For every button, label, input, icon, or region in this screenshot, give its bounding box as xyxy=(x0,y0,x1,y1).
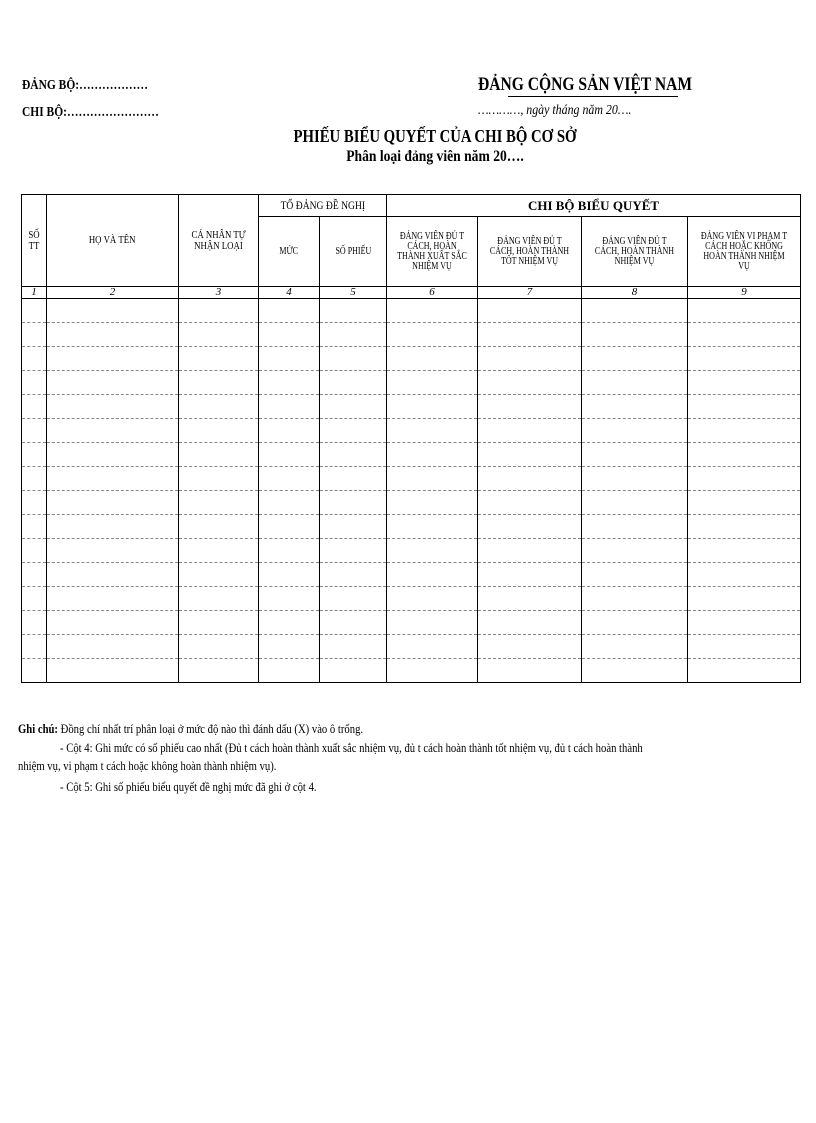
table-cell[interactable] xyxy=(22,611,47,635)
table-cell[interactable] xyxy=(259,635,320,659)
header-col-8: ĐẢNG VIÊN ĐỦ T CÁCH, HOÀN THÀNH NHIỆM VỤ xyxy=(582,217,688,287)
table-cell[interactable] xyxy=(320,371,387,395)
table-cell[interactable] xyxy=(478,491,582,515)
table-cell[interactable] xyxy=(688,323,801,347)
table-row xyxy=(22,299,801,323)
table-row xyxy=(22,587,801,611)
table-cell[interactable] xyxy=(47,299,179,323)
table-cell[interactable] xyxy=(259,563,320,587)
col-number: 3 xyxy=(179,287,259,299)
table-cell[interactable] xyxy=(179,323,259,347)
table-row xyxy=(22,467,801,491)
table-cell[interactable] xyxy=(387,467,478,491)
table-cell[interactable] xyxy=(259,371,320,395)
table-cell[interactable] xyxy=(179,539,259,563)
notes-line-2: - Cột 4: Ghi mức có số phiếu cao nhất (Đủ t cách hoàn thành xuất sắc nhiệm vụ, đủ t cách hoàn thành tốt nhiệm vụ, đủ t cách hoàn thành xyxy=(60,740,643,755)
table-cell[interactable] xyxy=(179,443,259,467)
table-cell[interactable] xyxy=(47,371,179,395)
table-cell[interactable] xyxy=(688,443,801,467)
table-cell[interactable] xyxy=(179,587,259,611)
table-cell[interactable] xyxy=(47,515,179,539)
col-number: 5 xyxy=(320,287,387,299)
table-cell[interactable] xyxy=(22,539,47,563)
table-row xyxy=(22,563,801,587)
table-row xyxy=(22,443,801,467)
table-cell[interactable] xyxy=(259,347,320,371)
table-cell[interactable] xyxy=(259,515,320,539)
table-cell[interactable] xyxy=(22,563,47,587)
table-cell[interactable] xyxy=(582,323,688,347)
table-row xyxy=(22,635,801,659)
table-cell[interactable] xyxy=(688,611,801,635)
table-cell[interactable] xyxy=(47,563,179,587)
table-cell[interactable] xyxy=(320,395,387,419)
table-cell[interactable] xyxy=(320,539,387,563)
table-cell[interactable] xyxy=(478,371,582,395)
table-cell[interactable] xyxy=(478,635,582,659)
table-cell[interactable] xyxy=(22,347,47,371)
table-cell[interactable] xyxy=(688,371,801,395)
table-cell[interactable] xyxy=(47,611,179,635)
table-cell[interactable] xyxy=(259,539,320,563)
table-cell[interactable] xyxy=(179,491,259,515)
table-cell[interactable] xyxy=(582,395,688,419)
col-number: 2 xyxy=(47,287,179,299)
table-row xyxy=(22,323,801,347)
table-cell[interactable] xyxy=(259,611,320,635)
table-cell[interactable] xyxy=(179,347,259,371)
table-cell[interactable] xyxy=(22,659,47,683)
table-row xyxy=(22,371,801,395)
table-cell[interactable] xyxy=(22,491,47,515)
table-row xyxy=(22,611,801,635)
table-cell[interactable] xyxy=(179,611,259,635)
table-cell[interactable] xyxy=(582,515,688,539)
table-cell[interactable] xyxy=(320,611,387,635)
notes-line-4: - Cột 5: Ghi số phiếu biểu quyết đề nghị mức đã ghi ở cột 4. xyxy=(60,779,317,794)
table-cell[interactable] xyxy=(688,419,801,443)
table-cell[interactable] xyxy=(22,299,47,323)
header-group-chi-bo: CHI BỘ BIỂU QUYẾT xyxy=(387,195,801,217)
table-row xyxy=(22,419,801,443)
table-cell[interactable] xyxy=(478,563,582,587)
table-cell[interactable] xyxy=(387,299,478,323)
party-name: ĐẢNG CỘNG SẢN VIỆT NAM xyxy=(478,74,693,95)
table-cell[interactable] xyxy=(582,635,688,659)
date-line: …………, ngày tháng năm 20…. xyxy=(478,103,632,118)
table-cell[interactable] xyxy=(478,611,582,635)
table-cell[interactable] xyxy=(47,587,179,611)
table-cell[interactable] xyxy=(47,539,179,563)
table-cell[interactable] xyxy=(478,395,582,419)
table-cell[interactable] xyxy=(582,539,688,563)
table-row xyxy=(22,539,801,563)
header-so-phieu: SỐ PHIẾU xyxy=(320,217,387,287)
table-cell[interactable] xyxy=(22,395,47,419)
voting-table xyxy=(21,194,800,692)
table-cell[interactable] xyxy=(387,611,478,635)
header-col-7: ĐẢNG VIÊN ĐỦ T CÁCH, HOÀN THÀNH TỐT NHIỆM VỤ xyxy=(478,217,582,287)
table-cell[interactable] xyxy=(179,371,259,395)
table-cell[interactable] xyxy=(478,347,582,371)
table-cell[interactable] xyxy=(478,467,582,491)
table-cell[interactable] xyxy=(387,491,478,515)
table-cell[interactable] xyxy=(179,563,259,587)
table-cell[interactable] xyxy=(47,419,179,443)
table-cell[interactable] xyxy=(387,323,478,347)
table-cell[interactable] xyxy=(387,419,478,443)
table-cell[interactable] xyxy=(259,443,320,467)
table-cell[interactable] xyxy=(387,371,478,395)
table-cell[interactable] xyxy=(387,539,478,563)
table-cell[interactable] xyxy=(387,635,478,659)
header-stt: SỐ TT xyxy=(22,195,47,287)
table-cell[interactable] xyxy=(179,659,259,683)
party-name-underline xyxy=(508,96,678,97)
table-cell[interactable] xyxy=(259,659,320,683)
notes-line-3: nhiệm vụ, vi phạm t cách hoặc không hoàn thành nhiệm vụ). xyxy=(18,758,277,773)
table-cell[interactable] xyxy=(320,491,387,515)
col-number: 9 xyxy=(688,287,801,299)
table-cell[interactable] xyxy=(478,659,582,683)
table-cell[interactable] xyxy=(179,299,259,323)
table-row xyxy=(22,515,801,539)
table-cell[interactable] xyxy=(320,467,387,491)
table-cell[interactable] xyxy=(478,323,582,347)
table-cell[interactable] xyxy=(47,323,179,347)
table-cell[interactable] xyxy=(179,467,259,491)
header-self-rating: CÁ NHÂN TỰ NHẬN LOẠI xyxy=(179,195,259,287)
table-cell[interactable] xyxy=(582,443,688,467)
table-cell[interactable] xyxy=(47,443,179,467)
table-cell[interactable] xyxy=(582,611,688,635)
col-number: 4 xyxy=(259,287,320,299)
table-cell[interactable] xyxy=(582,419,688,443)
table-cell[interactable] xyxy=(259,299,320,323)
table-cell[interactable] xyxy=(259,395,320,419)
notes-line-1: Ghi chú: Đồng chí nhất trí phân loại ở mức độ nào thì đánh dấu (X) vào ô trống. xyxy=(18,721,364,736)
table-cell[interactable] xyxy=(688,347,801,371)
table-cell[interactable] xyxy=(478,299,582,323)
table-row xyxy=(22,347,801,371)
table-cell[interactable] xyxy=(478,539,582,563)
table-cell[interactable] xyxy=(582,371,688,395)
form-title: PHIẾU BIỂU QUYẾT CỦA CHI BỘ CƠ SỞ xyxy=(293,126,577,146)
table-cell[interactable] xyxy=(478,443,582,467)
table-row xyxy=(22,659,801,683)
table-cell[interactable] xyxy=(688,539,801,563)
table-cell[interactable] xyxy=(478,419,582,443)
table-cell[interactable] xyxy=(387,587,478,611)
table-cell[interactable] xyxy=(47,659,179,683)
table-cell[interactable] xyxy=(22,515,47,539)
table-cell[interactable] xyxy=(320,635,387,659)
table-cell[interactable] xyxy=(387,563,478,587)
table-cell[interactable] xyxy=(478,515,582,539)
table-cell[interactable] xyxy=(47,395,179,419)
table-cell[interactable] xyxy=(179,419,259,443)
table-cell[interactable] xyxy=(320,443,387,467)
header-col-6: ĐẢNG VIÊN ĐỦ T CÁCH, HOÀN THÀNH XUẤT SẮC NHIỆM VỤ xyxy=(387,217,478,287)
table-cell[interactable] xyxy=(47,347,179,371)
table-cell[interactable] xyxy=(387,515,478,539)
table-cell[interactable] xyxy=(320,347,387,371)
table-cell[interactable] xyxy=(47,467,179,491)
table-cell[interactable] xyxy=(387,659,478,683)
table-cell[interactable] xyxy=(582,659,688,683)
table-cell[interactable] xyxy=(179,635,259,659)
table-cell[interactable] xyxy=(688,299,801,323)
table-cell[interactable] xyxy=(387,443,478,467)
table-cell[interactable] xyxy=(582,467,688,491)
table-cell[interactable] xyxy=(22,371,47,395)
notes-label: Ghi chú: xyxy=(18,721,58,736)
party-committee-label: ĐẢNG BỘ:……………… xyxy=(22,78,148,93)
table-cell[interactable] xyxy=(387,347,478,371)
table-cell[interactable] xyxy=(22,323,47,347)
table-cell[interactable] xyxy=(179,395,259,419)
col-number: 8 xyxy=(582,287,688,299)
table-cell[interactable] xyxy=(259,491,320,515)
table-cell[interactable] xyxy=(320,587,387,611)
table-cell[interactable] xyxy=(582,491,688,515)
header-name: HỌ VÀ TÊN xyxy=(47,195,179,287)
table-cell[interactable] xyxy=(387,395,478,419)
col-number: 7 xyxy=(478,287,582,299)
table-cell[interactable] xyxy=(688,635,801,659)
table-cell[interactable] xyxy=(688,491,801,515)
table-cell[interactable] xyxy=(259,419,320,443)
form-subtitle: Phân loại đảng viên năm 20…. xyxy=(346,148,524,165)
table-cell[interactable] xyxy=(582,299,688,323)
table-row xyxy=(22,491,801,515)
branch-label: CHI BỘ:…………………… xyxy=(22,105,159,120)
table-cell[interactable] xyxy=(22,635,47,659)
table-cell[interactable] xyxy=(688,563,801,587)
table-cell[interactable] xyxy=(22,443,47,467)
table-cell[interactable] xyxy=(320,323,387,347)
table-cell[interactable] xyxy=(259,467,320,491)
table-cell[interactable] xyxy=(688,659,801,683)
table-cell[interactable] xyxy=(47,491,179,515)
table-cell[interactable] xyxy=(478,587,582,611)
table-cell[interactable] xyxy=(688,515,801,539)
table-cell[interactable] xyxy=(320,515,387,539)
table-cell[interactable] xyxy=(259,587,320,611)
table-cell[interactable] xyxy=(582,587,688,611)
table-cell[interactable] xyxy=(320,659,387,683)
col-number: 1 xyxy=(22,287,47,299)
table-cell[interactable] xyxy=(688,395,801,419)
table-cell[interactable] xyxy=(582,563,688,587)
table-cell[interactable] xyxy=(22,467,47,491)
table-cell[interactable] xyxy=(179,515,259,539)
table-cell[interactable] xyxy=(259,323,320,347)
table-cell[interactable] xyxy=(320,419,387,443)
header-muc: MỨC xyxy=(259,217,320,287)
table-cell[interactable] xyxy=(320,563,387,587)
table-row xyxy=(22,395,801,419)
table-cell[interactable] xyxy=(582,347,688,371)
table-cell[interactable] xyxy=(22,587,47,611)
table-cell[interactable] xyxy=(320,299,387,323)
col-number: 6 xyxy=(387,287,478,299)
header-col-9: ĐẢNG VIÊN VI PHẠM T CÁCH HOẶC KHÔNG HOÀN THÀNH NHIỆM VỤ xyxy=(688,217,801,287)
table-cell[interactable] xyxy=(688,587,801,611)
table-cell[interactable] xyxy=(688,467,801,491)
header-group-to-dang: TỔ ĐẢNG ĐỀ NGHỊ xyxy=(259,195,387,217)
table-cell[interactable] xyxy=(22,419,47,443)
table-cell[interactable] xyxy=(47,635,179,659)
